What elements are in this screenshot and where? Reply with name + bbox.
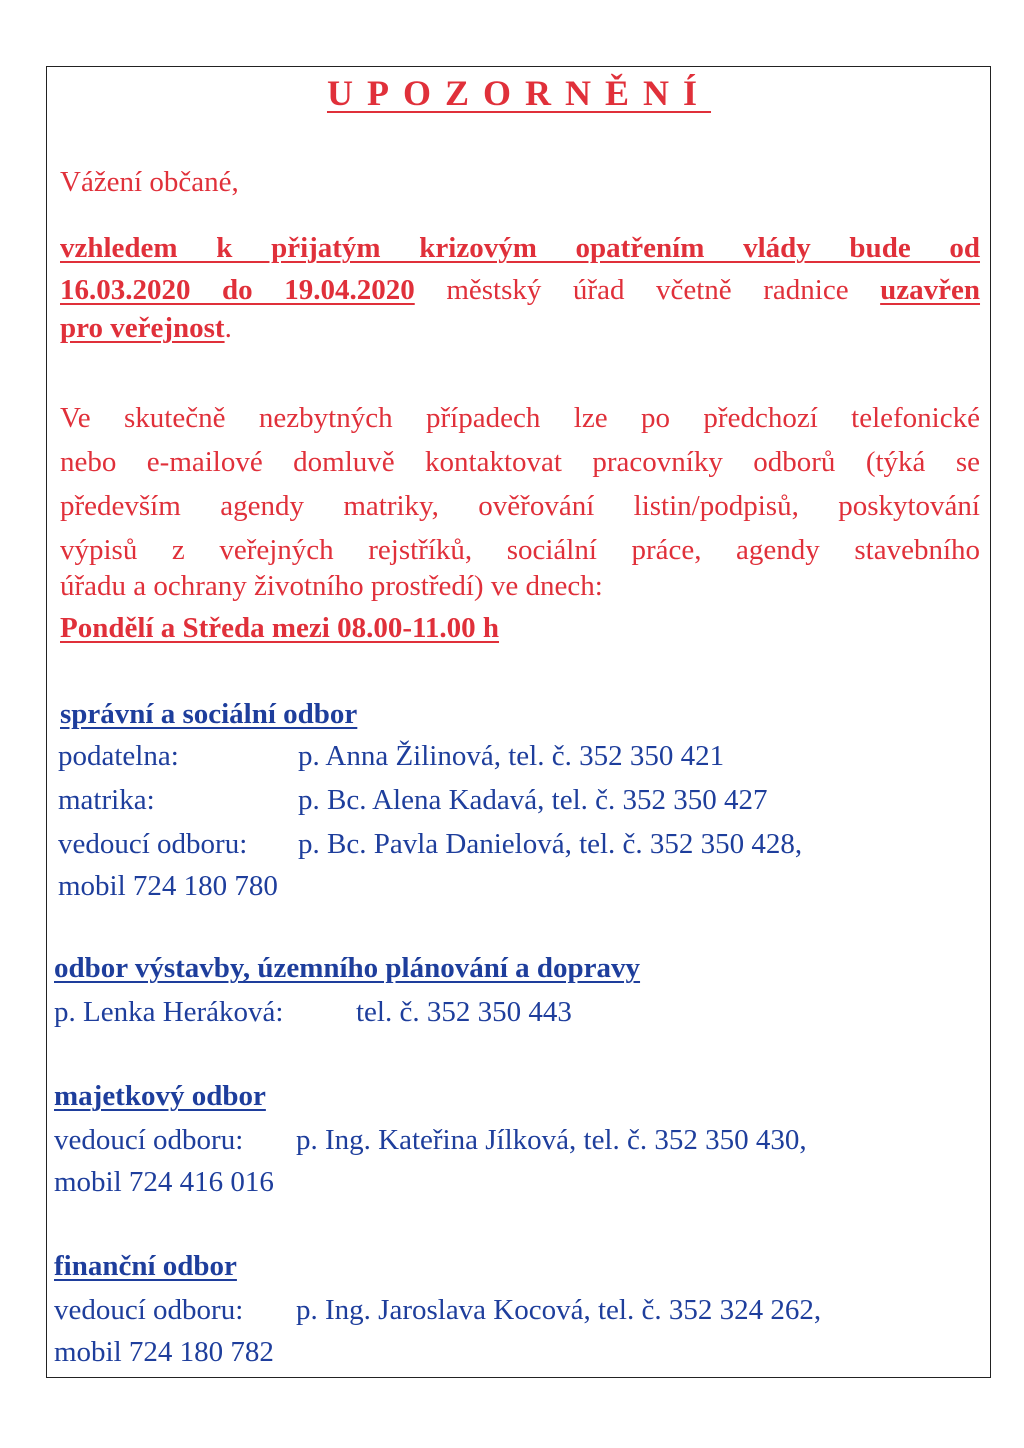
construction-value: tel. č. 352 350 443 xyxy=(356,996,572,1028)
body-line-3: především agendy matriky, ověřování listin/podpisů, poskytování xyxy=(60,490,980,522)
construction-label: p. Lenka Heráková: xyxy=(54,996,284,1028)
finance-mobile: mobil 724 180 782 xyxy=(54,1336,274,1368)
property-mobile: mobil 724 416 016 xyxy=(54,1166,274,1198)
social-row-3-value: p. Bc. Pavla Danielová, tel. č. 352 350 428, xyxy=(298,828,803,860)
finance-label: vedoucí odboru: xyxy=(54,1294,244,1326)
intro-line-1: vzhledem k přijatým krizovým opatřením vlády bude od xyxy=(60,232,980,264)
intro-line-2 xyxy=(60,268,980,312)
property-value: p. Ing. Kateřina Jílková, tel. č. 352 350 430, xyxy=(296,1124,807,1156)
social-row-1-label: podatelna: xyxy=(58,740,179,772)
finance-value: p. Ing. Jaroslava Kocová, tel. č. 352 324 262, xyxy=(296,1294,822,1326)
greeting: Vážení občané, xyxy=(60,166,239,198)
closure-dates: 16.03.2020 do 19.04.2020 xyxy=(60,274,415,306)
office-hours: Pondělí a Středa mezi 08.00-11.00 h xyxy=(60,612,500,644)
social-row-1-value: p. Anna Žilinová, tel. č. 352 350 421 xyxy=(298,740,725,772)
body-line-1: Ve skutečně nezbytných případech lze po předchozí telefonické xyxy=(60,402,980,434)
dept-social-heading: správní a sociální odbor xyxy=(60,698,358,730)
body-line-2: nebo e-mailové domluvě kontaktovat pracovníky odborů (týká se xyxy=(60,446,980,478)
body-line-5: úřadu a ochrany životního prostředí) ve dnech: xyxy=(60,570,603,602)
body-line-4: výpisů z veřejných rejstříků, sociální práce, agendy stavebního xyxy=(60,534,980,566)
social-row-2-value: p. Bc. Alena Kadavá, tel. č. 352 350 427 xyxy=(298,784,768,816)
dept-construction-heading: odbor výstavby, územního plánování a dopravy xyxy=(54,952,641,984)
for-public: pro veřejnost xyxy=(60,312,225,344)
notice-title: UPOZORNĚNÍ xyxy=(326,73,712,113)
intro-period: . xyxy=(224,312,232,344)
property-label: vedoucí odboru: xyxy=(54,1124,244,1156)
dept-finance-heading: finanční odbor xyxy=(54,1250,237,1282)
intro-line-2-text: městský úřad včetně radnice xyxy=(446,274,849,306)
social-row-3-label: vedoucí odboru: xyxy=(58,828,248,860)
dept-property-heading: majetkový odbor xyxy=(54,1080,266,1112)
intro-line-3 xyxy=(60,312,232,345)
closed-word: uzavřen xyxy=(880,274,981,306)
social-mobile: mobil 724 180 780 xyxy=(58,870,278,902)
social-row-2-label: matrika: xyxy=(58,784,155,816)
